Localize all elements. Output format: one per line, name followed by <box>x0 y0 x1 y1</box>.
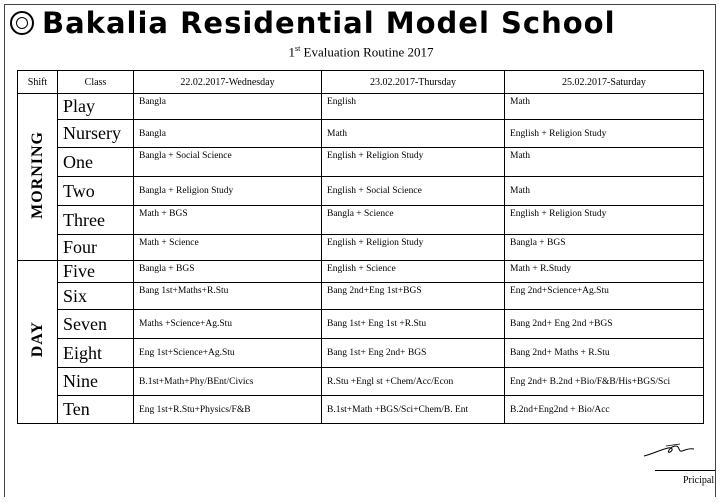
table-row <box>18 120 704 148</box>
subject-cell: English + Religion Study <box>322 235 505 261</box>
subject-cell: B.2nd+Eng2nd + Bio/Acc <box>505 396 704 424</box>
subject-cell: Eng 1st+Science+Ag.Stu <box>134 339 322 368</box>
class-name: One <box>58 148 134 177</box>
subject-cell: Bangla + BGS <box>134 261 322 283</box>
subject-cell: Bang 1st+Maths+R.Stu <box>134 283 322 310</box>
school-name: Bakalia Residential Model School <box>42 6 616 40</box>
table-row <box>18 261 704 283</box>
signature-line <box>655 470 715 471</box>
subject-cell: Bangla <box>134 94 322 120</box>
subject-cell: Bang 1st+ Eng 1st +R.Stu <box>322 310 505 339</box>
subject-cell: Maths +Science+Ag.Stu <box>134 310 322 339</box>
title-ordinal-suffix: st <box>294 44 301 53</box>
subject-cell: R.Stu +Engl st +Chem/Acc/Econ <box>322 368 505 396</box>
subject-cell: English + Science <box>322 261 505 283</box>
shift-label: DAY <box>28 321 46 358</box>
table-row <box>18 396 704 424</box>
table-row <box>18 283 704 310</box>
header-date-2: 23.02.2017-Thursday <box>322 71 505 94</box>
table-row <box>18 206 704 235</box>
header-class: Class <box>58 71 134 94</box>
subject-cell: Math <box>505 94 704 120</box>
subject-cell: B.1st+Math +BGS/Sci+Chem/B. Ent <box>322 396 505 424</box>
subject-cell: Eng 2nd+ B.2nd +Bio/F&B/His+BGS/Sci <box>505 368 704 396</box>
table-row <box>18 148 704 177</box>
header-shift: Shift <box>18 71 58 94</box>
subject-cell: Math <box>505 177 704 206</box>
subject-cell: Eng 1st+R.Stu+Physics/F&B <box>134 396 322 424</box>
shift-label: MORNING <box>28 130 46 219</box>
subject-cell: Math + Science <box>134 235 322 261</box>
subject-cell: Bang 2nd+Eng 1st+BGS <box>322 283 505 310</box>
class-name: Seven <box>58 310 134 339</box>
table-row <box>18 339 704 368</box>
class-name: Nine <box>58 368 134 396</box>
subject-cell: English <box>322 94 505 120</box>
school-logo <box>10 11 34 35</box>
signature-scribble <box>640 440 700 464</box>
table-row <box>18 94 704 120</box>
class-name: Three <box>58 206 134 235</box>
subject-cell: Bang 2nd+ Maths + R.Stu <box>505 339 704 368</box>
class-name: Six <box>58 283 134 310</box>
class-name: Nursery <box>58 120 134 148</box>
subject-cell: Bangla + Religion Study <box>134 177 322 206</box>
subject-cell: Math <box>505 148 704 177</box>
subject-cell: Math + R.Study <box>505 261 704 283</box>
subject-cell: Bang 2nd+ Eng 2nd +BGS <box>505 310 704 339</box>
subject-cell: English + Religion Study <box>505 120 704 148</box>
table-row <box>18 235 704 261</box>
class-name: Five <box>58 261 134 283</box>
title-ordinal: 1 <box>288 44 295 60</box>
table-row <box>18 310 704 339</box>
subject-cell: Bang 1st+ Eng 2nd+ BGS <box>322 339 505 368</box>
subject-cell: Math <box>322 120 505 148</box>
subject-cell: Bangla + BGS <box>505 235 704 261</box>
subject-cell: Math + BGS <box>134 206 322 235</box>
class-name: Eight <box>58 339 134 368</box>
title-text: Evaluation Routine 2017 <box>300 44 434 60</box>
subject-cell: Bangla <box>134 120 322 148</box>
subject-cell: English + Religion Study <box>505 206 704 235</box>
subject-cell: Bangla + Science <box>322 206 505 235</box>
shift-day <box>18 261 58 424</box>
table-row <box>18 368 704 396</box>
shift-morning <box>18 94 58 261</box>
routine-title <box>0 44 722 60</box>
subject-cell: Bangla + Social Science <box>134 148 322 177</box>
header-date-3: 25.02.2017-Saturday <box>505 71 704 94</box>
header-date-1: 22.02.2017-Wednesday <box>134 71 322 94</box>
table-row <box>18 177 704 206</box>
header-row <box>18 71 704 94</box>
subject-cell: Eng 2nd+Science+Ag.Stu <box>505 283 704 310</box>
routine-table <box>17 70 704 424</box>
class-name: Two <box>58 177 134 206</box>
signature-label: Pricipal <box>683 475 715 486</box>
class-name: Four <box>58 235 134 261</box>
subject-cell: B.1st+Math+Phy/BEnt/Civics <box>134 368 322 396</box>
subject-cell: English + Social Science <box>322 177 505 206</box>
subject-cell: English + Religion Study <box>322 148 505 177</box>
class-name: Play <box>58 94 134 120</box>
class-name: Ten <box>58 396 134 424</box>
header <box>6 5 616 41</box>
